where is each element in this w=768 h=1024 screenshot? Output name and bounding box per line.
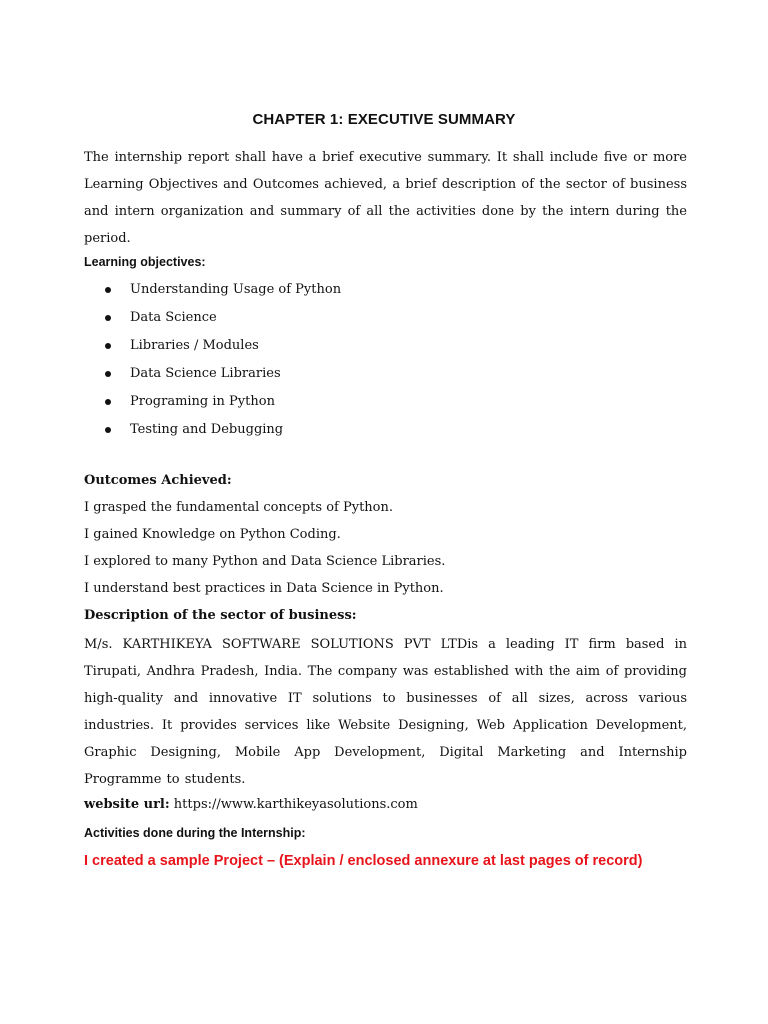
website-label: website url: [84, 797, 170, 812]
website-url[interactable]: https://www.karthikeyasolutions.com [173, 797, 418, 812]
learning-objectives-list [84, 276, 341, 444]
activities-heading: Activities done during the Internship: [84, 826, 306, 840]
sector-heading: Description of the sector of business: [84, 608, 357, 623]
bullet-icon [105, 315, 111, 321]
list-item: Data Science Libraries [84, 360, 341, 388]
list-item: Testing and Debugging [84, 416, 341, 444]
list-item: Programing in Python [84, 388, 341, 416]
learning-objectives-label: Learning objectives: [84, 255, 206, 269]
outcome-line: I explored to many Python and Data Science Libraries. [84, 554, 446, 569]
outcome-line: I understand best practices in Data Science in Python. [84, 581, 444, 596]
website-line [84, 797, 418, 812]
list-item: Data Science [84, 304, 341, 332]
outcome-line: I grasped the fundamental concepts of Python. [84, 500, 393, 515]
list-item: Libraries / Modules [84, 332, 341, 360]
list-item: Understanding Usage of Python [84, 276, 341, 304]
bullet-icon [105, 371, 111, 377]
chapter-title: CHAPTER 1: EXECUTIVE SUMMARY [252, 111, 516, 128]
outcomes-heading: Outcomes Achieved: [84, 473, 232, 488]
activities-note: I created a sample Project – (Explain / enclosed annexure at last pages of record) [84, 853, 643, 869]
bullet-icon [105, 399, 111, 405]
intro-paragraph: The internship report shall have a brief executive summary. It shall include five or more Learning Objectives and Outcomes achieved, a brief description of the sector of business and intern organization and summary of all the activities done by the intern during the period. [84, 150, 687, 246]
bullet-icon [105, 287, 111, 293]
outcome-line: I gained Knowledge on Python Coding. [84, 527, 341, 542]
bullet-icon [105, 343, 111, 349]
sector-paragraph: M/s. KARTHIKEYA SOFTWARE SOLUTIONS PVT LTDis a leading IT firm based in Tirupati, Andhra Pradesh, India. The company was established with the aim of providing high-quality and innovative IT solutions to businesses of all sizes, across various industries. It provides services like Website Designing, Web Application Development, Graphic Designing, Mobile App Development, Digital Marketing and Internship Programme to students. [84, 637, 687, 787]
bullet-icon [105, 427, 111, 433]
